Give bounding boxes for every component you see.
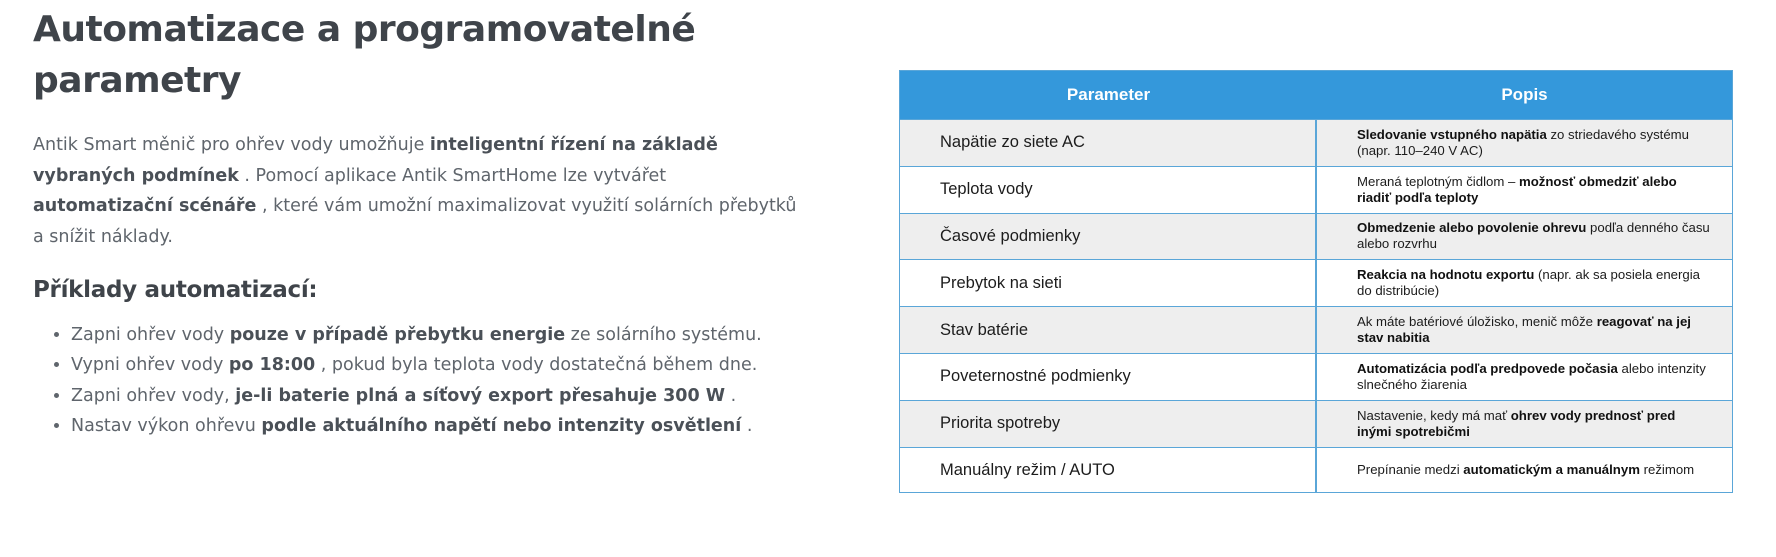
desc-cell — [1317, 307, 1732, 353]
list-item: • Zapni ohřev vody pouze v případě přebytku energie ze solárního systému. — [71, 320, 803, 350]
desc-text: Obmedzenie alebo povolenie ohrevu podľa denného času alebo rozvrhu — [1357, 220, 1710, 252]
table-row — [900, 353, 1732, 400]
desc-cell — [1317, 167, 1732, 213]
desc-text: Nastavenie, kedy má mať ohrev vody prednosť pred inými spotrebičmi — [1357, 407, 1676, 439]
table-row — [900, 259, 1732, 306]
bold-text: Obmedzenie alebo povolenie ohrevu — [1357, 220, 1587, 236]
bold-text: pouze v případě přebytku energie — [229, 325, 566, 345]
table-row — [900, 119, 1732, 166]
bold-text: Reakcia na hodnotu exportu — [1357, 267, 1535, 283]
list-item: • Vypni ohřev vody po 18:00 , pokud byla teplota vody dostatečná během dne. — [71, 350, 803, 380]
bold-text: Sledovanie vstupného napätia — [1357, 126, 1547, 142]
desc-cell — [1317, 214, 1732, 260]
param-cell: Časové podmienky — [900, 214, 1317, 260]
bold-text: možnosť obmedziť alebo riadiť podľa teploty — [1357, 173, 1677, 205]
param-cell: Teplota vody — [900, 167, 1317, 213]
bold-text: podle aktuálního napětí nebo intenzity osvětlení — [261, 415, 742, 436]
param-cell: Priorita spotreby — [900, 401, 1317, 447]
desc-cell — [1317, 354, 1732, 400]
bold-text: reagovať na jej stav nabitia — [1357, 314, 1691, 346]
bold-text: Automatizácia podľa predpovede počasia — [1357, 360, 1618, 376]
desc-text: Automatizácia podľa predpovede počasia alebo intenzity slnečného žiarenia — [1357, 360, 1706, 392]
examples-heading: Příklady automatizací: — [33, 277, 318, 303]
bold-text: automatizační scénáře — [33, 196, 257, 216]
bold-text: po 18:00 — [228, 355, 316, 376]
bold-text: inteligentní řízení na základě vybraných podmínek — [33, 135, 718, 186]
param-cell: Manuálny režim / AUTO — [900, 448, 1317, 494]
table-row — [900, 400, 1732, 447]
param-cell: Napätie zo siete AC — [900, 120, 1317, 166]
table-header — [900, 71, 1732, 119]
examples-list — [33, 320, 803, 441]
bold-text: automatickým a manuálnym — [1463, 462, 1640, 478]
bold-text: ohrev vody prednosť pred inými spotrebičmi — [1357, 407, 1676, 439]
desc-text: Sledovanie vstupného napätia zo striedavého systému (napr. 110–240 V AC) — [1357, 126, 1689, 158]
desc-cell — [1317, 260, 1732, 306]
desc-cell — [1317, 120, 1732, 166]
param-cell: Prebytok na sieti — [900, 260, 1317, 306]
param-cell: Stav batérie — [900, 307, 1317, 353]
desc-text: Meraná teplotným čidlom – možnosť obmedziť alebo riadiť podľa teploty — [1357, 173, 1677, 205]
desc-cell — [1317, 448, 1732, 494]
text-column — [33, 4, 803, 441]
desc-cell — [1317, 401, 1732, 447]
parameter-table — [899, 70, 1733, 493]
desc-text: Prepínanie medzi automatickým a manuálnym režimom — [1357, 462, 1695, 478]
table-row — [900, 213, 1732, 260]
intro-paragraph: Antik Smart měnič pro ohřev vody umožňuje inteligentní řízení na základě vybraných podmínek . Pomocí aplikace Antik SmartHome lze vytvářet automatizační scénáře , které vám umožní maximalizovat využití solárních přebytků a snížit náklady. — [33, 135, 797, 247]
desc-text: Reakcia na hodnotu exportu (napr. ak sa posiela energia do distribúcie) — [1357, 267, 1701, 299]
bold-text: je-li baterie plná a síťový export přesahuje 300 W — [235, 385, 726, 406]
table-row — [900, 447, 1732, 494]
header-popis: Popis — [1501, 85, 1548, 104]
param-cell: Poveternostné podmienky — [900, 354, 1317, 400]
desc-text: Ak máte batériové úložisko, menič môže reagovať na jej stav nabitia — [1357, 314, 1691, 346]
list-item: • Nastav výkon ohřevu podle aktuálního napětí nebo intenzity osvětlení . — [71, 411, 803, 441]
table-row — [900, 166, 1732, 213]
header-parameter: Parameter — [1066, 85, 1151, 104]
list-item: • Zapni ohřev vody, je-li baterie plná a síťový export přesahuje 300 W . — [71, 381, 803, 411]
table-row — [900, 306, 1732, 353]
page-title: Automatizace a programovatelné parametry — [33, 9, 696, 101]
